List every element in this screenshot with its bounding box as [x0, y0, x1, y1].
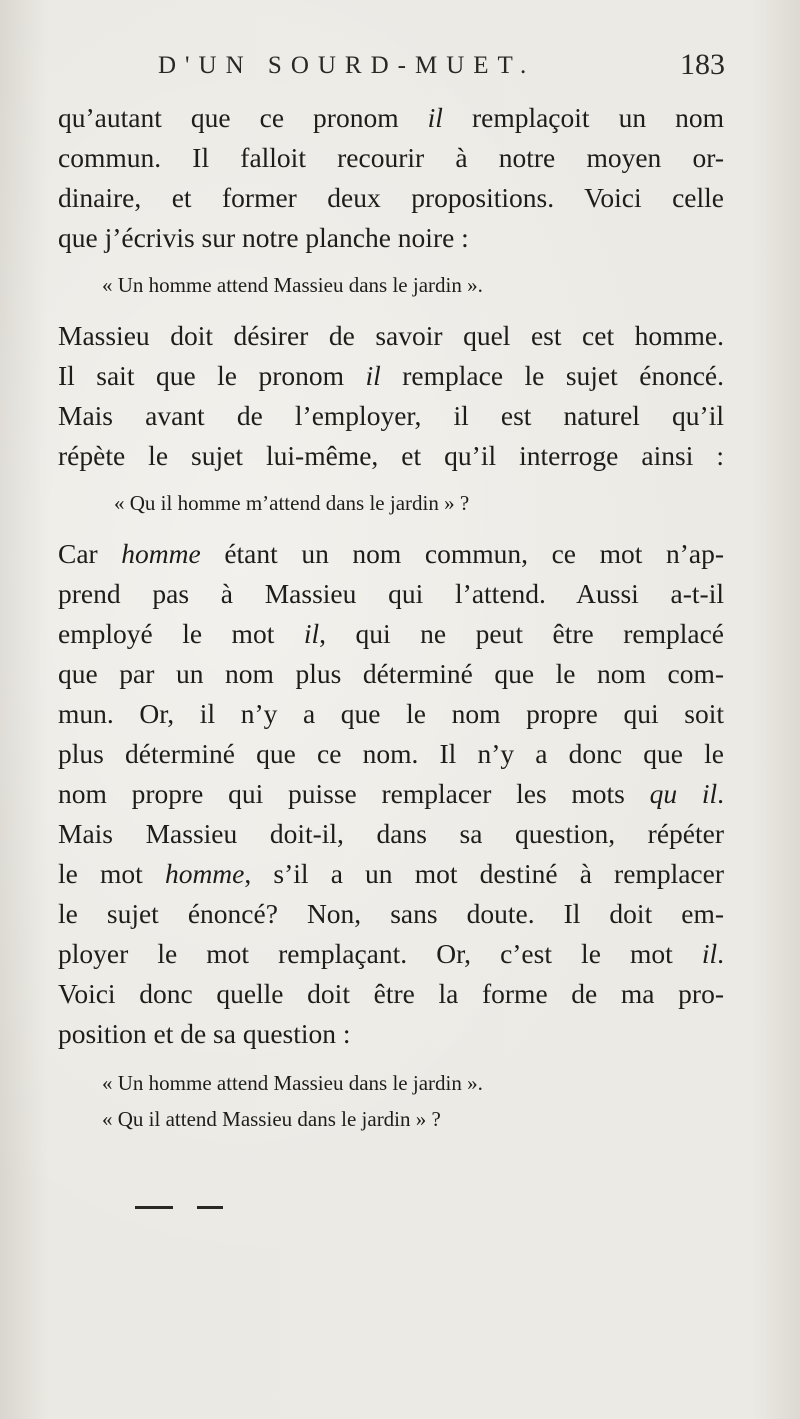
- example-quote-4: « Qu il attend Massieu dans le jardin » ?: [102, 1107, 441, 1131]
- text-line-19: ployer le mot remplaçant. Or, c’est le mot il.: [58, 938, 724, 969]
- text-line-10: prend pas à Massieu qui l’attend. Aussi a-t-il: [58, 578, 724, 609]
- page-number: 183: [680, 48, 725, 81]
- text-line-15: nom propre qui puisse remplacer les mots qu il.: [58, 778, 724, 809]
- underline-mark: [135, 1206, 173, 1209]
- underline-mark: [197, 1206, 223, 1209]
- text-line-14: plus déterminé que ce nom. Il n’y a donc que le: [58, 738, 724, 769]
- text-line-5: Massieu doit désirer de savoir quel est cet homme.: [58, 320, 724, 351]
- text-line-7: Mais avant de l’employer, il est naturel qu’il: [58, 400, 724, 431]
- running-head: D'UN SOURD-MUET.: [158, 52, 536, 79]
- text-line-6: Il sait que le pronom il remplace le sujet énoncé.: [58, 360, 724, 391]
- text-line-21: position et de sa question :: [58, 1018, 351, 1049]
- text-line-12: que par un nom plus déterminé que le nom com-: [58, 658, 724, 689]
- example-quote-2: « Qu il homme m’attend dans le jardin » ?: [114, 491, 470, 515]
- text-line-4: que j’écrivis sur notre planche noire :: [58, 222, 469, 253]
- text-line-17: le mot homme, s’il a un mot destiné à remplacer: [58, 858, 724, 889]
- text-line-9: Car homme étant un nom commun, ce mot n’ap-: [58, 538, 724, 569]
- text-line-13: mun. Or, il n’y a que le nom propre qui soit: [58, 698, 724, 729]
- text-line-2: commun. Il falloit recourir à notre moyen or-: [58, 142, 724, 173]
- text-line-16: Mais Massieu doit-il, dans sa question, répéter: [58, 818, 724, 849]
- body-text: [58, 98, 724, 1134]
- text-line-11: employé le mot il, qui ne peut être remplacé: [58, 618, 724, 649]
- example-quote-3: « Un homme attend Massieu dans le jardin ».: [102, 1071, 483, 1095]
- text-line-3: dinaire, et former deux propositions. Voici celle: [58, 182, 724, 213]
- text-line-20: Voici donc quelle doit être la forme de ma pro-: [58, 978, 724, 1009]
- text-line-1: qu’autant que ce pronom il remplaçoit un nom: [58, 102, 724, 133]
- example-quote-1: « Un homme attend Massieu dans le jardin ».: [102, 273, 483, 297]
- text-line-8: répète le sujet lui-même, et qu’il interroge ainsi :: [58, 440, 724, 471]
- page-header: [60, 48, 725, 88]
- text-line-18: le sujet énoncé? Non, sans doute. Il doit em-: [58, 898, 724, 929]
